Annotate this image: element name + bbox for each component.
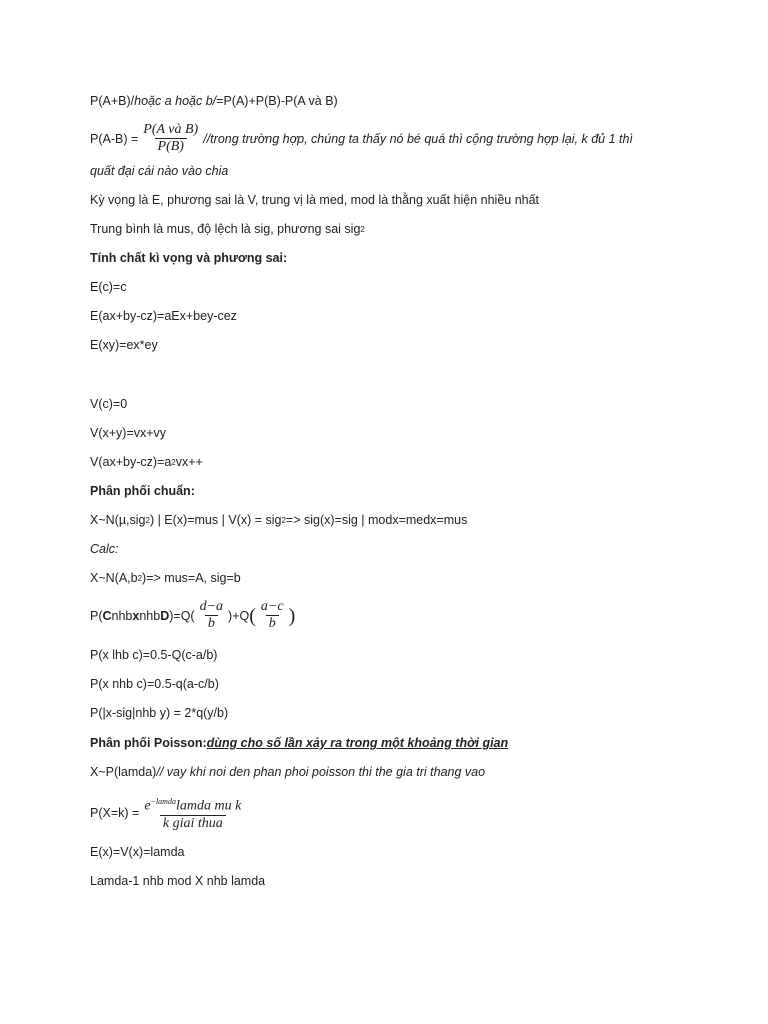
bold-text: x bbox=[132, 608, 140, 623]
fraction bbox=[197, 599, 226, 632]
line-formula bbox=[90, 426, 166, 440]
fraction-denominator: b bbox=[266, 615, 279, 632]
text: => sig(x)=sig | modx=medx=mus bbox=[285, 513, 468, 527]
italic-text: quất đại cái nào vào chia bbox=[90, 164, 229, 178]
line-normal-definition bbox=[90, 513, 467, 527]
heading-normal-distribution bbox=[90, 484, 195, 498]
heading-description: dùng cho số lần xảy ra trong một khoảng thời gian bbox=[206, 736, 509, 750]
text: Trung bình là mus, độ lệch là sig, phương sai sig bbox=[90, 222, 361, 236]
fraction-numerator: d−a bbox=[199, 599, 224, 614]
text: P(A+B)/ bbox=[90, 94, 135, 108]
text: E(x)=V(x)=lamda bbox=[90, 845, 185, 859]
heading-expectation-variance bbox=[90, 251, 287, 265]
text: V(ax+by-cz)=a bbox=[90, 455, 172, 469]
fraction-numerator: a−c bbox=[260, 599, 284, 614]
text: P(x nhb c)=0.5-q(a-c/b) bbox=[90, 677, 219, 691]
text: nhb bbox=[139, 608, 161, 623]
heading-text: Phân phối Poisson: bbox=[90, 736, 207, 750]
text: P(X=k) = bbox=[90, 805, 140, 820]
fraction-denominator: k giai thua bbox=[160, 815, 226, 832]
line-formula bbox=[90, 845, 184, 859]
text: Lamda-1 nhb mod X nhb lamda bbox=[90, 874, 266, 888]
superscript: 2 bbox=[137, 573, 143, 583]
fraction-denominator: b bbox=[205, 615, 218, 632]
line-formula bbox=[90, 338, 158, 352]
text: Kỳ vọng là E, phương sai là V, trung vị là med, mod là thằng xuất hiện nhiều nhất bbox=[90, 193, 540, 207]
text: X~P(lamda) bbox=[90, 765, 157, 779]
heading-text: Tính chất kì vọng và phương sai: bbox=[90, 251, 288, 265]
bold-text: D bbox=[160, 608, 170, 623]
text: e bbox=[144, 798, 151, 814]
fraction bbox=[140, 122, 201, 155]
superscript: 2 bbox=[171, 457, 176, 467]
paren-open-icon: ( bbox=[249, 604, 256, 627]
line-probability-union bbox=[90, 94, 338, 108]
line-normal-probability-range bbox=[90, 599, 295, 632]
text: E(ax+by-cz)=aEx+bey-cez bbox=[90, 309, 237, 323]
italic-text: Calc: bbox=[90, 542, 119, 556]
text: V(x+y)=vx+vy bbox=[90, 426, 167, 440]
text: =P(A)+P(B)-P(A và B) bbox=[216, 94, 338, 108]
line-calc-label bbox=[90, 542, 118, 556]
line-poisson-pmf bbox=[90, 794, 246, 832]
bold-text: C bbox=[102, 608, 112, 623]
line-formula bbox=[90, 397, 127, 411]
text: )=> mus=A, sig=b bbox=[142, 571, 241, 585]
text: P(|x-sig|nhb y) = 2*q(y/b) bbox=[90, 706, 229, 720]
italic-text: // vay khi noi den phan phoi poisson thi the gia tri thang vao bbox=[156, 765, 486, 779]
line-mean-deviation bbox=[90, 222, 365, 236]
fraction bbox=[258, 599, 287, 632]
line-formula bbox=[90, 706, 228, 720]
text: )=Q( bbox=[169, 608, 195, 623]
line-poisson-definition bbox=[90, 765, 485, 779]
line-conditional-probability bbox=[90, 122, 633, 155]
text: ) | E(x)=mus | V(x) = sig bbox=[149, 513, 282, 527]
text: )+Q bbox=[228, 608, 250, 623]
italic-text: //trong trường hợp, chúng ta thấy nó bé quá thì cộng trường hợp lại, k đủ 1 thì bbox=[203, 131, 633, 146]
line-definitions bbox=[90, 193, 539, 207]
line-formula bbox=[90, 280, 126, 294]
line-formula bbox=[90, 874, 265, 888]
text: V(c)=0 bbox=[90, 397, 128, 411]
line-formula bbox=[90, 455, 203, 469]
line-formula bbox=[90, 309, 237, 323]
text: lamda mu k bbox=[175, 798, 242, 814]
text: vx++ bbox=[175, 455, 203, 469]
fraction bbox=[141, 794, 244, 832]
fraction-denominator: P(B) bbox=[155, 138, 187, 155]
text: X~N(A,b bbox=[90, 571, 138, 585]
line-continuation bbox=[90, 164, 228, 178]
superscript: 2 bbox=[360, 224, 365, 234]
paren-close-icon: ) bbox=[288, 604, 296, 627]
heading-poisson-distribution bbox=[90, 736, 508, 750]
superscript: 2 bbox=[145, 515, 150, 525]
line-formula bbox=[90, 571, 241, 585]
text: E(c)=c bbox=[90, 280, 127, 294]
text: P(A-B) = bbox=[90, 131, 139, 146]
fraction-numerator: P(A và B) bbox=[143, 122, 199, 137]
fraction-numerator bbox=[141, 794, 244, 815]
line-formula bbox=[90, 648, 217, 662]
text: P(x lhb c)=0.5-Q(c-a/b) bbox=[90, 648, 218, 662]
text: E(xy)=ex*ey bbox=[90, 338, 158, 352]
italic-text: hoặc a hoặc b/ bbox=[134, 94, 217, 108]
line-formula bbox=[90, 677, 219, 691]
text: P( bbox=[90, 608, 103, 623]
text: nhb bbox=[111, 608, 133, 623]
superscript: 2 bbox=[281, 515, 286, 525]
text: X~N(µ,sig bbox=[90, 513, 146, 527]
superscript: −lamda bbox=[150, 797, 176, 806]
heading-text: Phân phối chuẩn: bbox=[90, 484, 195, 498]
